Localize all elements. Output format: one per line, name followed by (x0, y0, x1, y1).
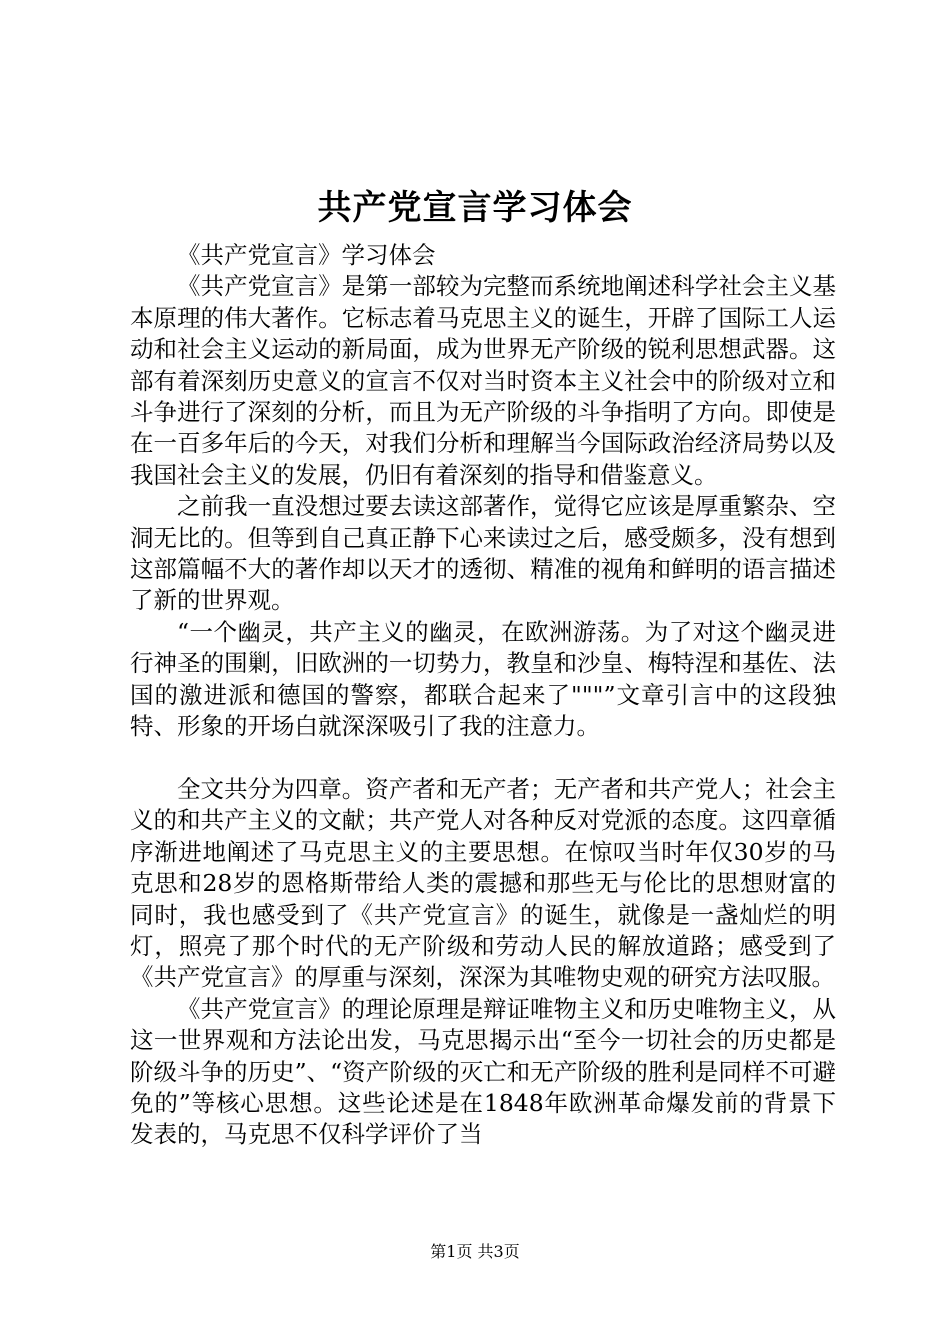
body-paragraph: 《共产党宣言》的理论原理是辩证唯物主义和历史唯物主义，从这一世界观和方法论出发，马克思揭示出“至今一切社会的历史都是阶级斗争的历史”、“资产阶级的灭亡和无产阶级的胜利是同样不可避免的”等核心思想。这些论述是在1848年欧洲革命爆发前的背景下发表的，马克思不仅科学评价了当 (130, 994, 836, 1149)
document-body (130, 240, 836, 1151)
body-paragraph: 《共产党宣言》是第一部较为完整而系统地阐述科学社会主义基本原理的伟大著作。它标志着马克思主义的诞生，开辟了国际工人运动和社会主义运动的新局面，成为世界无产阶级的锐利思想武器。这部有着深刻历史意义的宣言不仅对当时资本主义社会中的阶级对立和斗争进行了深刻的分析，而且为无产阶级的斗争指明了方向。即使是在一百多年后的今天，对我们分析和理解当今国际政治经济局势以及我国社会主义的发展，仍旧有着深刻的指导和借鉴意义。 (130, 272, 836, 489)
body-paragraph: 全文共分为四章。资产者和无产者；无产者和共产党人；社会主义的和共产主义的文献；共产党人对各种反对党派的态度。这四章循序渐进地阐述了马克思主义的主要思想。在惊叹当时年仅30岁的马克思和28岁的恩格斯带给人类的震撼和那些无与伦比的思想财富的同时，我也感受到了《共产党宣言》的诞生，就像是一盏灿烂的明灯，照亮了那个时代的无产阶级和劳动人民的解放道路；感受到了《共产党宣言》的厚重与深刻，深深为其唯物史观的研究方法叹服。 (130, 774, 836, 992)
body-paragraph: 之前我一直没想过要去读这部著作，觉得它应该是厚重繁杂、空洞无比的。但等到自己真正静下心来读过之后，感受颇多，没有想到这部篇幅不大的著作却以天才的透彻、精准的视角和鲜明的语言描述了新的世界观。 (130, 492, 836, 615)
page-number-footer: 第1页 共3页 (430, 1242, 520, 1261)
paragraph-spacer (130, 743, 836, 774)
body-paragraph: “一个幽灵，共产主义的幽灵，在欧洲游荡。为了对这个幽灵进行神圣的围剿，旧欧洲的一切势力，教皇和沙皇、梅特涅和基佐、法国的激进派和德国的警察，都联合起来了"""”文章引言中的这段独特、形象的开场白就深深吸引了我的注意力。 (130, 617, 836, 741)
page-title: 共产党宣言学习体会 (317, 188, 633, 228)
subtitle-paragraph: 《共产党宣言》学习体会 (177, 241, 436, 269)
